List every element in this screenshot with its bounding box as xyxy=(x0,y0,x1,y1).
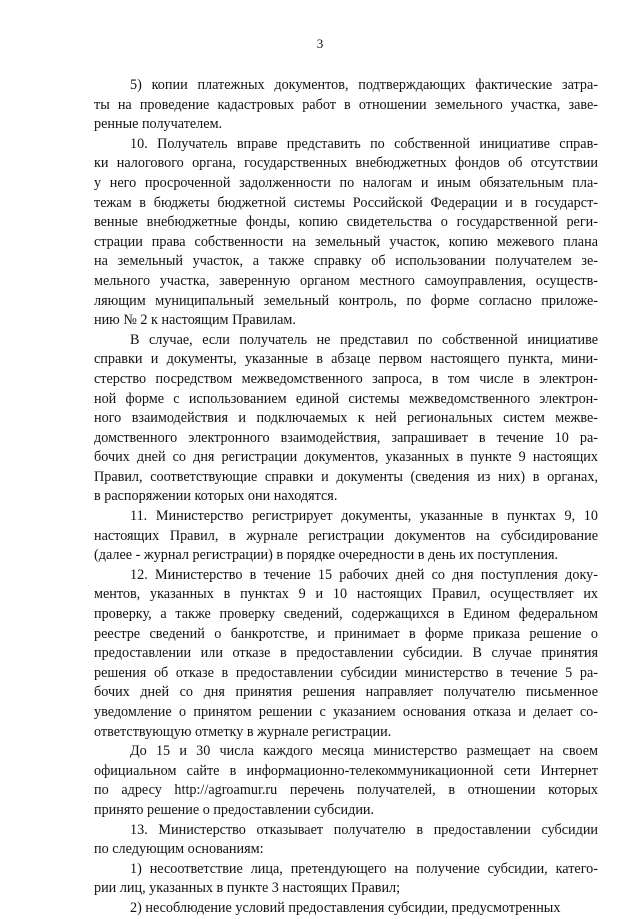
text-line: 1) несоответствие лица, претендующего на получение субсидии, катего- xyxy=(130,860,598,877)
text-line: предоставлении или отказе в предоставлении субсидии. В случае принятия xyxy=(94,645,598,662)
text-line: Правил, соответствующие справки и документы (сведения из них) в органах, xyxy=(94,468,598,485)
text-line: ляющим муниципальный земельный контроль, по форме согласно приложе- xyxy=(94,292,598,309)
text-line: уведомление о принятом решении с указанием основания отказа и делает со- xyxy=(94,704,598,720)
text-line: мельного участка, заверенную органом местного самоуправления, осуществ- xyxy=(94,272,598,289)
text-line: 13. Министерство отказывает получателю в предоставлении субсидии xyxy=(130,821,598,838)
text-line: ты на проведение кадастровых работ в отношении земельного участка, заве- xyxy=(94,96,598,113)
paragraph-p-13-2 xyxy=(94,899,598,919)
text-line: решения об отказе в предоставлении субсидии министерство в течение 5 ра- xyxy=(94,664,598,681)
text-line: 2) несоблюдение условий предоставления субсидии, предусмотренных xyxy=(130,899,561,916)
text-line: бочих дней со дня регистрации документов, указанных в пункте 9 настоящих xyxy=(94,449,598,466)
paragraph-p-12-cont xyxy=(94,742,598,820)
text-line: по следующим основаниям: xyxy=(94,841,264,858)
page-number: 3 xyxy=(316,36,324,51)
text-line: 10. Получатель вправе представить по собственной инициативе справ- xyxy=(130,135,598,152)
text-line: по адресу http://agroamur.ru перечень получателей, в отношении которых xyxy=(94,782,598,799)
paragraph-p-13-1 xyxy=(94,860,598,899)
text-line: ки налогового органа, государственных внебюджетных фондов об отсутствии xyxy=(94,155,598,172)
text-line: В случае, если получатель не представил по собственной инициативе xyxy=(130,331,598,348)
text-line: 12. Министерство в течение 15 рабочих дней со дня поступления доку- xyxy=(130,566,598,583)
text-line: До 15 и 30 числа каждого месяца министерство размещает на своем xyxy=(130,743,598,760)
text-line: у него просроченной задолженности по налогам и иным обязательным пла- xyxy=(94,174,598,191)
text-line: принято решение о предоставлении субсидии. xyxy=(94,801,375,818)
text-line: стерство посредством межведомственного запроса, в том числе в электрон- xyxy=(94,370,598,387)
text-line: 5) копии платежных документов, подтверждающих фактические затра- xyxy=(130,77,598,93)
paragraph-p-12 xyxy=(94,566,598,742)
text-line: ного взаимодействия и подключаемых к ней региональных систем межве- xyxy=(94,410,598,427)
text-line: на земельный участок, а также справку об использовании получателем зе- xyxy=(94,253,598,270)
text-line: 11. Министерство регистрирует документы, указанные в пунктах 9, 10 xyxy=(130,508,598,525)
text-line: ренные получателем. xyxy=(94,116,223,133)
paragraph-p-10-cont xyxy=(94,331,598,507)
paragraph-p-11 xyxy=(94,507,598,566)
text-line: ментов, указанных в пунктах 9 и 10 настоящих Правил, осуществляет их xyxy=(94,586,598,603)
document-body xyxy=(94,76,598,919)
paragraph-p-10 xyxy=(94,135,598,331)
text-line: проверку, а также проверку сведений, содержащихся в Едином федеральном xyxy=(94,606,598,623)
text-line: тежам в бюджеты бюджетной системы Российской Федерации и в государст- xyxy=(94,194,598,211)
text-line: реестре сведений о банкротстве, и принимает в форме приказа решение о xyxy=(94,625,598,642)
text-line: (далее - журнал регистрации) в порядке очередности в день их поступления. xyxy=(94,547,559,564)
text-line: страции права собственности на земельный участок, копию межевого плана xyxy=(94,233,598,250)
text-line: ответствующую отметку в журнале регистрации. xyxy=(94,723,392,740)
text-line: настоящих Правил, в журнале регистрации документов на субсидирование xyxy=(94,527,598,544)
text-line: справки и документы, указанные в абзаце первом настоящего пункта, мини- xyxy=(94,351,598,368)
paragraph-p-item-5 xyxy=(94,76,598,135)
text-line: в распоряжении которых они находятся. xyxy=(94,488,338,505)
paragraph-p-13 xyxy=(94,821,598,860)
text-line: официальном сайте в информационно-телекоммуникационной сети Интернет xyxy=(94,762,598,779)
text-line: бочих дней со дня принятия решения направляет получателю письменное xyxy=(94,684,598,701)
text-line: рии лиц, указанных в пункте 3 настоящих Правил; xyxy=(94,880,401,897)
text-line: венные внебюджетные фонды, копию свидетельства о государственной реги- xyxy=(94,214,598,231)
text-line: нию № 2 к настоящим Правилам. xyxy=(94,312,296,329)
text-line: домственного электронного взаимодействия, запрашивает в течение 10 ра- xyxy=(94,429,598,446)
text-line: ной форме с использованием единой системы межведомственного электрон- xyxy=(94,390,598,407)
